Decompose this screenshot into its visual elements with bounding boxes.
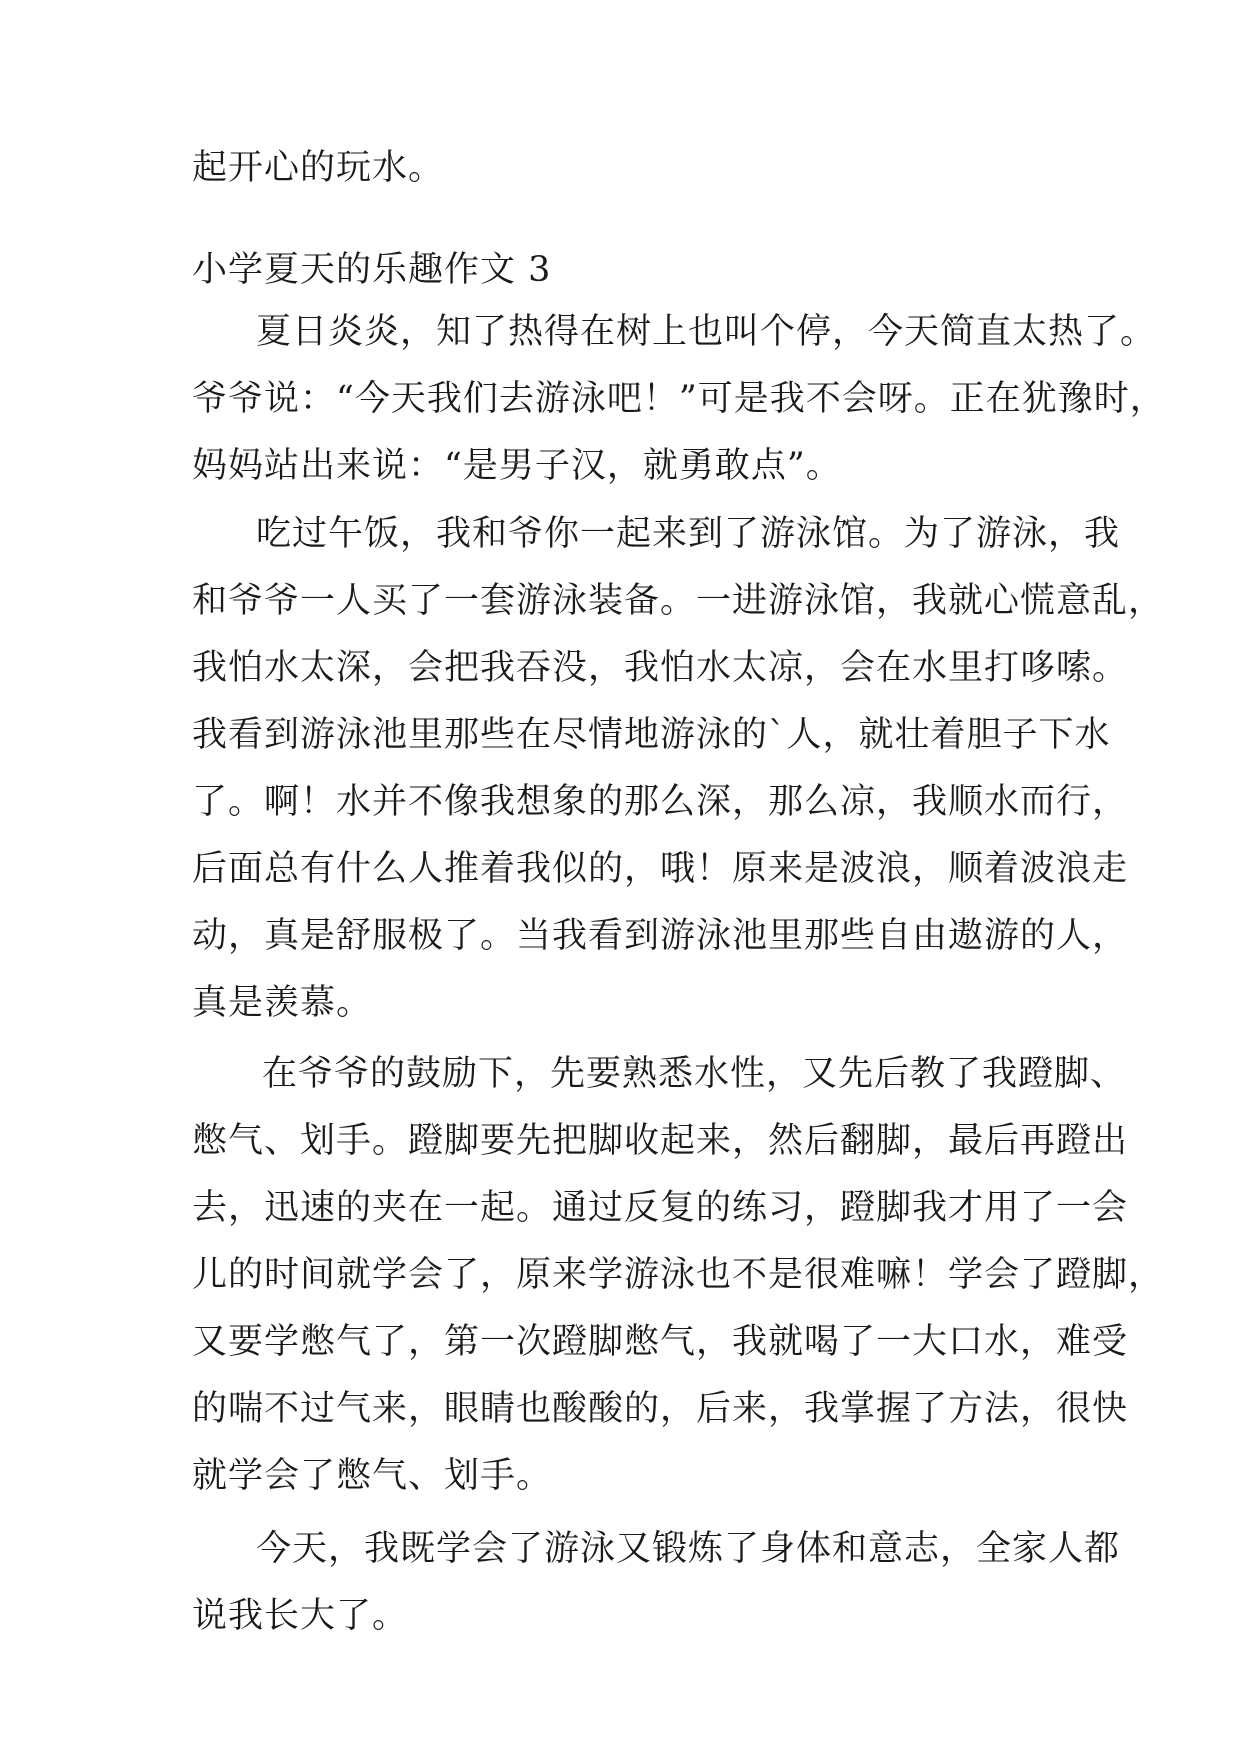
text-line: 说我长大了。 [192,1596,409,1636]
text-line: 夏日炎炎，知了热得在树上也叫个停，今天简直太热了。 [256,312,1157,352]
heading-text: 小学夏天的乐趣作文 3 [192,250,552,290]
text-line: 今天，我既学会了游泳又锻炼了身体和意志，全家人都 [256,1529,1121,1569]
carry-over-text [192,140,1072,207]
text-line: 了。啊！水并不像我想象的那么深，那么凉，我顺水而行， [192,782,1129,822]
text-line: 就学会了憋气、划手。 [192,1456,553,1496]
text-line: 起开心的玩水。 [192,148,445,188]
text-line: 憋气、划手。蹬脚要先把脚收起来，然后翻脚，最后再蹬出 [192,1121,1129,1161]
paragraph-2 [192,506,1165,1042]
text-line: 妈妈站出来说：“是男子汉，就勇敢点”。 [192,446,842,486]
text-line: 又要学憋气了，第一次蹬脚憋气，我就喝了一大口水，难受 [192,1322,1129,1362]
text-line: 我看到游泳池里那些在尽情地游泳的`人，就壮着胆子下水 [192,715,1111,755]
essay-heading [192,242,1072,309]
text-line: 真是羡慕。 [192,983,373,1023]
text-line: 动，真是舒服极了。当我看到游泳池里那些自由遨游的人， [192,916,1129,956]
text-line: 后面总有什么人推着我似的，哦！原来是波浪，顺着波浪走 [192,849,1129,889]
text-line: 吃过午饭，我和爷你一起来到了游泳馆。为了游泳，我 [256,514,1121,554]
text-line: 爷爷说：“今天我们去游泳吧！”可是我不会呀。正在犹豫时， [192,379,1166,419]
text-line: 的喘不过气来，眼睛也酸酸的，后来，我掌握了方法，很快 [192,1389,1129,1429]
text-line: 在爷爷的鼓励下，先要熟悉水性，又先后教了我蹬脚、 [262,1054,1127,1094]
text-line: 我怕水太深，会把我吞没，我怕水太凉，会在水里打哆嗦。 [192,648,1129,688]
paragraph-4 [192,1521,1121,1655]
text-line: 和爷爷一人买了一套游泳装备。一进游泳馆，我就心慌意乱， [192,581,1165,621]
text-line: 去，迅速的夹在一起。通过反复的练习，蹬脚我才用了一会 [192,1188,1129,1228]
paragraph-3 [192,1046,1165,1515]
paragraph-1 [192,304,1166,505]
text-line: 儿的时间就学会了，原来学游泳也不是很难嘛！学会了蹬脚， [192,1255,1165,1295]
